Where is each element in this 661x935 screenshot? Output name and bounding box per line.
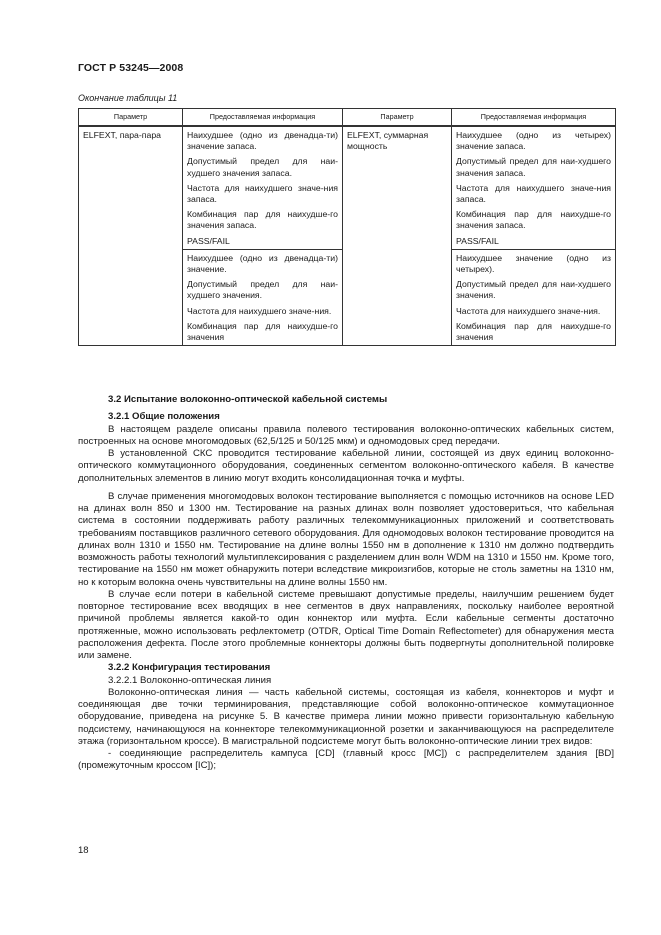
subsection-heading-3-2-2: 3.2.2 Конфигурация тестирования bbox=[108, 662, 271, 674]
column-header-info-left: Предоставляемая информация bbox=[183, 109, 343, 127]
info-line: Допустимый предел для наи-худшего значения. bbox=[187, 279, 338, 301]
info-line: Допустимый предел для наи-худшего значения запаса. bbox=[187, 156, 338, 178]
param-cell-left bbox=[79, 126, 183, 346]
list-item: - соединяющие распределитель кампуса [CD] (главный кросс [MC]) с распределителем здания [BD] (промежуточным кроссом [IC]); bbox=[78, 748, 614, 772]
info-line: Частота для наихудшего значе-ния. bbox=[456, 305, 601, 316]
info-line: PASS/FAIL bbox=[187, 235, 230, 246]
table-11 bbox=[78, 108, 616, 346]
info-line: Частота для наихудшего значе-ния. bbox=[187, 305, 332, 316]
subsection-heading-3-2-1: 3.2.1 Общие положения bbox=[108, 411, 220, 423]
paragraph: В случае если потери в кабельной системе превышают допустимые пределы, наилучшим решением будет повторное тестирование всех вводящих в нее сегментов в двух направлениях, поскольку наиболее вероятной причиной проблемы является какой-то один коннектор или муфта. Если кабельные сегменты достаточно протяженные, можно использовать рефлектометр (OTDR, Optical Time Domain Reflectometer) для обнаружения места расположения дефекта. После этого проблемные коннекторы должны быть подвергнуты дополнительной полировке или замене. bbox=[78, 588, 614, 661]
info-line: Комбинация пар для наихудше-го значения запаса. bbox=[456, 209, 611, 231]
info-line: Комбинация пар для наихудше-го значения bbox=[187, 320, 338, 343]
param-elfext-pair: ELFEXT, пара-пара bbox=[83, 130, 161, 140]
info-line: Частота для наихудшего значе-ния запаса. bbox=[187, 182, 338, 205]
info-line: Наихудшее (одно из двенадца-ти) значение. bbox=[187, 252, 338, 275]
info-cell bbox=[452, 126, 616, 249]
section-heading-3-2: 3.2 Испытание волоконно-оптической кабельной системы bbox=[108, 394, 388, 405]
column-header-info-right: Предоставляемая информация bbox=[452, 109, 616, 127]
column-header-param-right: Параметр bbox=[343, 109, 452, 127]
info-cell bbox=[183, 126, 343, 249]
table-header-row bbox=[79, 109, 616, 127]
info-cell bbox=[452, 249, 616, 345]
paragraph: В настоящем разделе описаны правила полевого тестирования волоконно-оптических кабельных систем, построенных на основе многомодовых (62,5/125 и 50/125 мкм) и одномодовых сред передачи. bbox=[78, 423, 614, 447]
info-line: Частота для наихудшего значе-ния запаса. bbox=[456, 182, 611, 205]
column-header-param-left: Параметр bbox=[79, 109, 183, 127]
info-cell bbox=[183, 249, 343, 345]
table-row bbox=[79, 126, 616, 249]
info-line: Наихудшее (одно из четырех) значение запаса. bbox=[456, 130, 611, 152]
info-line: Комбинация пар для наихудше-го значения bbox=[456, 320, 611, 343]
info-line: Допустимый предел для наи-худшего значения запаса. bbox=[456, 156, 611, 178]
info-line: PASS/FAIL bbox=[456, 235, 499, 246]
info-line: Допустимый предел для наи-худшего значения. bbox=[456, 279, 611, 301]
param-cell-right bbox=[343, 126, 452, 346]
paragraph: Волоконно-оптическая линия — часть кабельной системы, состоящая из кабеля, коннекторов и муфт и соединяющая две точки терминирования, представляющие собой волоконно-оптическое коммутационное оборудование, приведена на рисунке 5. В качестве примера линии можно привести горизонтальную кабельную подсистему, начинающуюся на коннекторе телекоммуникационной розетки и заканчивающуюся на распределителе этажа (горизонтальном кроссе). В магистральной подсистеме могут быть волоконно-оптические линии трех видов: bbox=[78, 686, 614, 747]
subsection-heading-3-2-2-1: 3.2.2.1 Волоконно-оптическая линия bbox=[108, 674, 272, 686]
info-line: Комбинация пар для наихудше-го значения запаса. bbox=[187, 209, 338, 231]
info-line: Наихудшее (одно из двенадца-ти) значение запаса. bbox=[187, 130, 338, 152]
param-elfext-power-sum: ELFEXT, суммарная мощность bbox=[347, 130, 429, 152]
info-line: Наихудшее значение (одно из четырех). bbox=[456, 252, 611, 275]
paragraph: В установленной СКС проводится тестирование кабельной линии, состоящей из двух единиц волоконно-оптического коммутационного оборудования, соединенных сегментом волоконно-оптического кабеля. В качестве дополнительных элементов в линию могут входить консолидационная точка и муфты. bbox=[78, 448, 614, 484]
body-text bbox=[78, 394, 614, 773]
standard-header: ГОСТ Р 53245—2008 bbox=[78, 62, 184, 74]
table-caption: Окончание таблицы 11 bbox=[78, 93, 178, 103]
page-number: 18 bbox=[78, 845, 89, 856]
paragraph: В случае применения многомодовых волокон тестирование выполняется с помощью источников на основе LED на длинах волн 850 и 1300 нм. Тестирование на разных длинах волн позволяет удостовериться, что кабельная система в состоянии поддерживать работу различных телекоммуникационных приложений и соответствовать требованиям поставщиков различного сетевого оборудования. Для одномодовых волокон тестирование проводится на длинах волн 1310 и 1550 нм. Тестирование на длине волны 1550 нм в дополнение к 1310 нм должно подтвердить возможность работы технологий мультиплексирования с разделением длин волн WDM на 1310 и 1550 нм. Кроме того, тестирование на 1550 нм может обнаружить потери вследствие микроизгибов, которые не столь заметны на 1310 нм, но к которым волокна очень чувствительны на длине волны 1550 нм. bbox=[78, 490, 614, 588]
